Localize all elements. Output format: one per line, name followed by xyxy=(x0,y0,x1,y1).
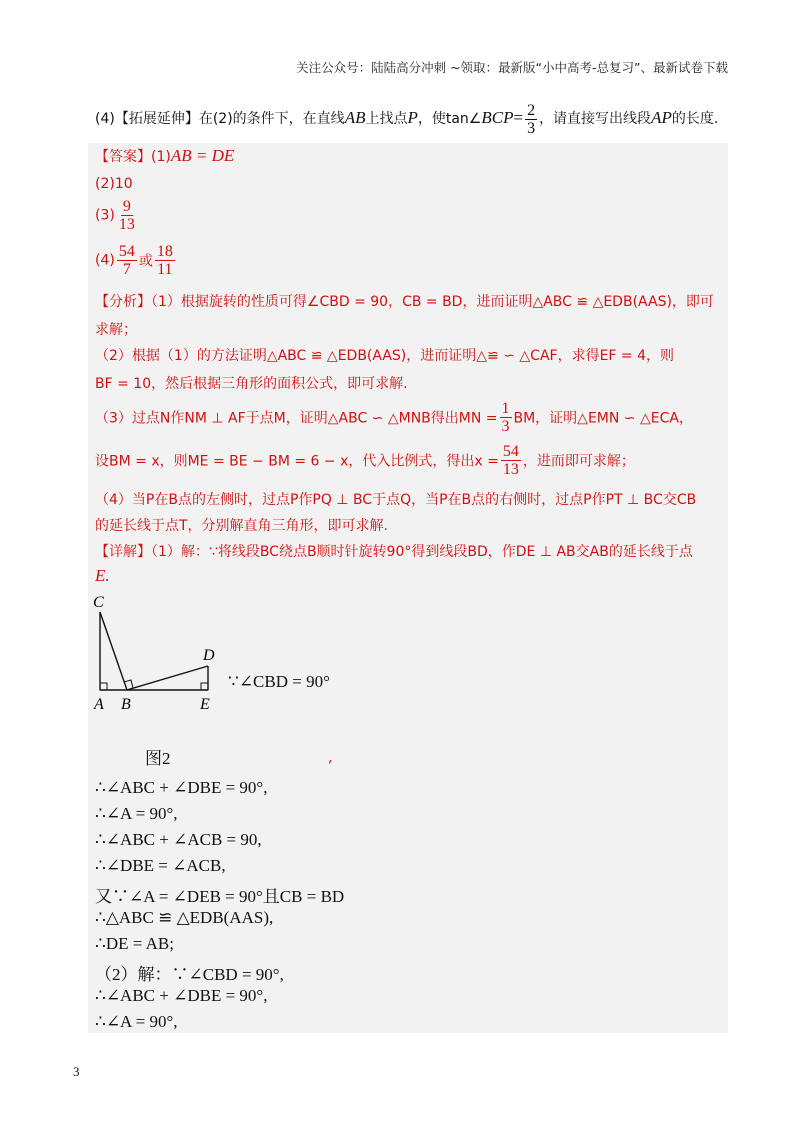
q4-ab: AB xyxy=(344,108,366,127)
q4-text-5: 的长度. xyxy=(671,111,719,127)
label-a: A xyxy=(94,696,104,713)
page-header: 关注公众号：陆陆高分冲刺 ~领取：最新版“小中高考-总复习”、最新试卷下载 xyxy=(296,60,728,75)
analysis-text-6a: 设BM = x，则ME = BE − BM = 6 − x，代入比例式，得出x = xyxy=(95,453,499,470)
segment-cb xyxy=(100,612,127,690)
answer-3 xyxy=(95,198,139,233)
page-number: 3 xyxy=(73,1064,80,1079)
answer-tag: 【答案】 xyxy=(95,149,151,165)
answer-4-label: (4) xyxy=(95,252,115,269)
q4-tag: 【拓展延伸】 xyxy=(114,111,199,127)
analysis-text-1: （1）根据旋转的性质可得∠CBD = 90，CB = BD，进而证明△ABC ≌ △EDB(AAS)，即可 xyxy=(151,294,714,310)
answer-1-label: (1) xyxy=(151,149,171,165)
proof-line-10: ∴∠A = 90°, xyxy=(95,1012,178,1031)
label-b: B xyxy=(121,696,131,713)
analysis-line-2: 求解； xyxy=(95,322,137,338)
q4-eq: = xyxy=(513,108,524,127)
answer-4 xyxy=(95,243,177,278)
answer-1 xyxy=(95,145,234,168)
answer-3-fraction xyxy=(117,198,137,233)
q4-ap: AP xyxy=(651,108,672,127)
answer-3-num: 9 xyxy=(122,198,131,215)
label-d: D xyxy=(203,647,215,664)
answer-3-label: (3) xyxy=(95,207,115,224)
analysis-line-6 xyxy=(95,443,635,478)
answer-4-fraction-2 xyxy=(155,243,175,278)
analysis-text-5b: BM，证明△EMN ∽ △ECA， xyxy=(513,410,693,427)
q4-p: P xyxy=(407,108,418,127)
answer-4-num-2: 18 xyxy=(156,243,173,260)
figure-caption: 图2 xyxy=(145,749,171,768)
analysis-line-7: （4）当P在B点的左侧时，过点P作PQ ⊥ BC于点Q，当P在B点的右侧时，过点P作PT ⊥ BC交CB xyxy=(95,492,697,508)
analysis-text-6b: ，进而即可求解； xyxy=(522,453,635,470)
q4-frac-num: 2 xyxy=(527,101,536,119)
label-c: C xyxy=(93,594,104,611)
analysis-fraction-1 xyxy=(500,400,512,435)
proof-line-4: ∴∠DBE = ∠ACB, xyxy=(95,856,226,875)
analysis-frac-1-den: 3 xyxy=(501,418,510,435)
proof-line-5: 又∵∠A = ∠DEB = 90°且CB = BD xyxy=(95,887,345,906)
analysis-line-3: （2）根据（1）的方法证明△ABC ≌ △EDB(AAS)，进而证明△≌ ∽ △CAF，求得EF = 4，则 xyxy=(95,348,675,364)
q4-fraction xyxy=(525,102,537,137)
label-e: E xyxy=(200,696,210,713)
detail-tag: 【详解】 xyxy=(95,544,151,560)
analysis-line-8: 的延长线于点T，分别解直角三角形，即可求解. xyxy=(95,518,389,534)
proof-line-2: ∴∠A = 90°, xyxy=(95,804,178,823)
q4-text-4: ，请直接写出线段 xyxy=(539,111,652,127)
q4-text-1: 在(2)的条件下，在直线 xyxy=(198,111,345,127)
proof-line-3: ∴∠ABC + ∠ACB = 90, xyxy=(95,830,262,849)
answer-4-den-2: 11 xyxy=(157,261,173,278)
analysis-text-5a: （3）过点N作NM ⊥ AF于点M，证明△ABC ∽ △MNB得出MN = xyxy=(95,410,498,427)
analysis-tag: 【分析】 xyxy=(95,294,151,310)
answer-1-expr: AB = DE xyxy=(170,146,235,165)
figure-comma: , xyxy=(328,750,333,766)
analysis-frac-1-num: 1 xyxy=(501,400,510,417)
proof-line-9: ∴∠ABC + ∠DBE = 90°, xyxy=(95,986,268,1005)
answer-4-den-1: 7 xyxy=(122,261,131,278)
q4-text-2: 上找点 xyxy=(365,111,408,127)
detail-line-2: E. xyxy=(95,566,110,585)
answer-3-den: 13 xyxy=(118,216,135,233)
q4-bcp: BCP xyxy=(481,108,514,127)
answer-4-fraction-1 xyxy=(117,243,137,278)
detail-text-1: （1）解：∵将线段BC绕点B顺时针旋转90°得到线段BD，作DE ⊥ AB交AB的延长线于点 xyxy=(151,544,693,560)
q4-text-3: ，使tan∠ xyxy=(417,111,482,127)
analysis-line-4: BF = 10，然后根据三角形的面积公式，即可求解. xyxy=(95,376,408,392)
segment-bd xyxy=(127,666,208,690)
analysis-line-5 xyxy=(95,400,693,435)
detail-line-1 xyxy=(95,541,693,561)
answer-4-or: 或 xyxy=(138,253,153,270)
proof-line-6: ∴△ABC ≌ △EDB(AAS), xyxy=(95,908,274,927)
question-4 xyxy=(95,98,718,139)
q4-frac-den: 3 xyxy=(527,119,536,137)
figure-side-note: ∵∠CBD = 90° xyxy=(228,672,330,691)
proof-line-7: ∴DE = AB; xyxy=(95,934,174,953)
answer-4-num-1: 54 xyxy=(118,243,135,260)
q4-number: (4) xyxy=(95,111,115,127)
analysis-fraction-2 xyxy=(501,443,521,478)
right-angle-e xyxy=(201,683,208,690)
analysis-frac-2-den: 13 xyxy=(502,461,519,478)
geometry-figure xyxy=(88,590,228,720)
proof-line-8: （2）解：∵∠CBD = 90°, xyxy=(95,965,284,984)
right-angle-a xyxy=(100,683,107,690)
answer-2: (2)10 xyxy=(95,176,133,192)
analysis-frac-2-num: 54 xyxy=(502,443,519,460)
proof-line-1: ∴∠ABC + ∠DBE = 90°, xyxy=(95,778,268,797)
analysis-line-1 xyxy=(95,291,714,311)
